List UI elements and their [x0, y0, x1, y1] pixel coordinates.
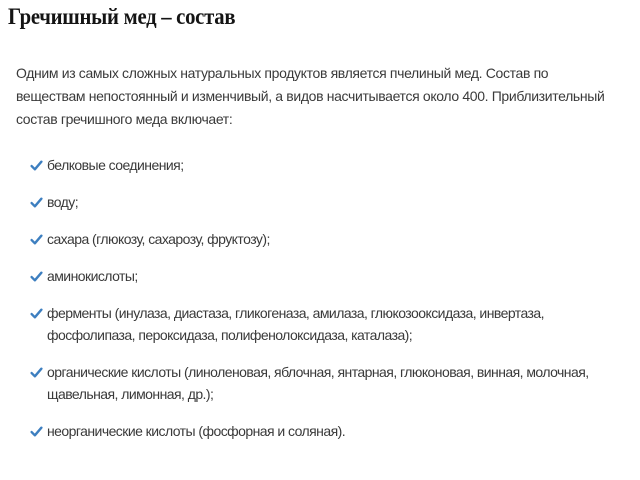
list-item-text: воду; — [47, 194, 79, 210]
list-item-text: ферменты (инулаза, диастаза, гликогеназа, амилаза, глюкозооксидаза, инвертаза, фосфолипаза, пероксидаза, полифенолоксидаза, каталаза); — [47, 305, 545, 343]
article-heading: Гречишный мед – состав — [8, 4, 236, 29]
bottom-fade — [0, 458, 640, 480]
checkmark-icon — [30, 366, 43, 379]
list-item — [30, 420, 620, 442]
list-item — [30, 361, 620, 405]
list-item-text: белковые соединения; — [47, 157, 184, 173]
list-item — [30, 228, 620, 250]
list-item — [30, 302, 620, 346]
list-item — [30, 154, 620, 176]
composition-list — [30, 154, 620, 442]
list-item-text: сахара (глюкозу, сахарозу, фруктозу); — [47, 231, 270, 247]
checkmark-icon — [30, 233, 43, 246]
list-item-text: аминокислоты; — [47, 268, 138, 284]
checkmark-icon — [30, 196, 43, 209]
checkmark-icon — [30, 307, 43, 320]
checkmark-icon — [30, 270, 43, 283]
checkmark-icon — [30, 159, 43, 172]
intro-paragraph: Одним из самых сложных натуральных продуктов является пчелиный мед. Состав по веществам непостоянный и изменчивый, а видов насчитывается около 400. Приблизительный состав гречишного меда включает: — [16, 65, 605, 127]
list-item-text: неорганические кислоты (фосфорная и соляная). — [47, 423, 346, 439]
checkmark-icon — [30, 425, 43, 438]
list-item-text: органические кислоты (линоленовая, яблочная, янтарная, глюконовая, винная, молочная, щавельная, лимонная, др.); — [47, 364, 589, 402]
list-item — [30, 265, 620, 287]
list-item — [30, 191, 620, 213]
